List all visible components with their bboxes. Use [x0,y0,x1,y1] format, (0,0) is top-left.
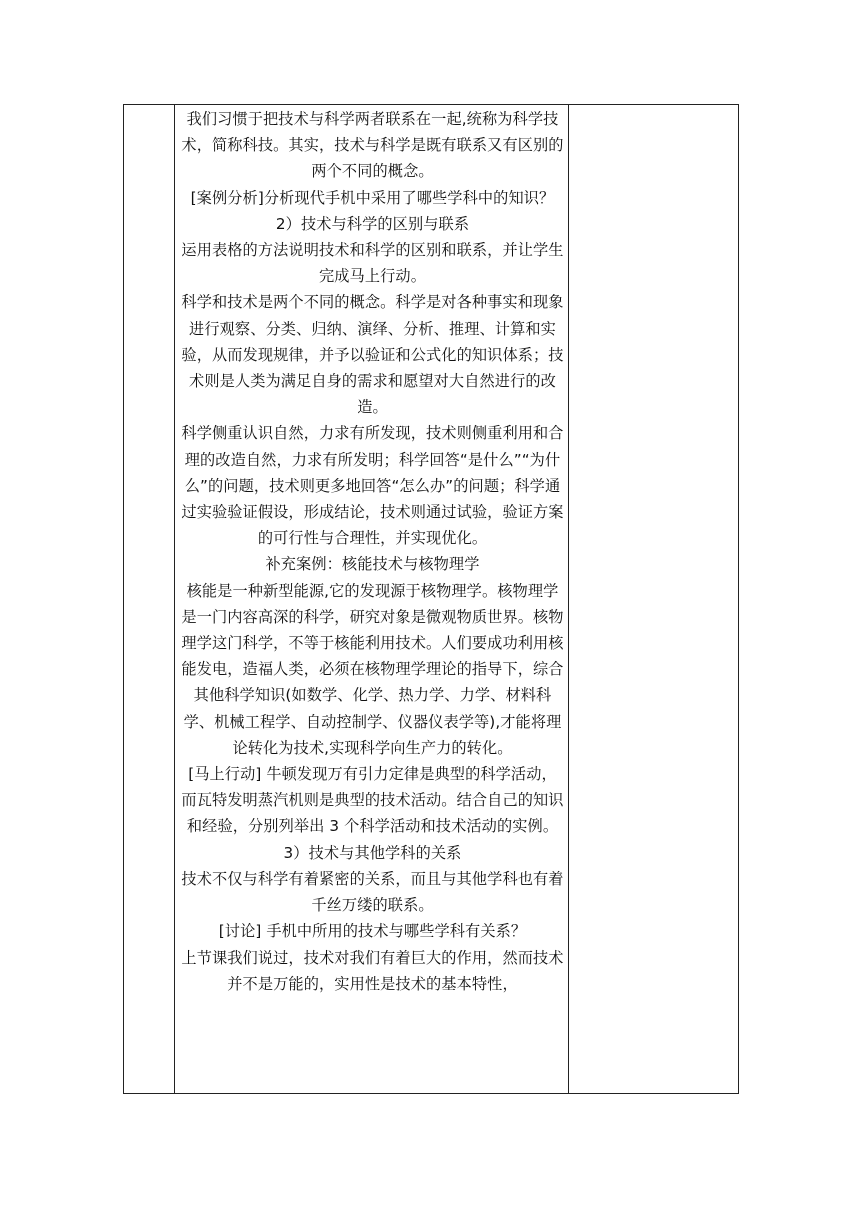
paragraph-other-disciplines: 技术不仅与科学有着紧密的关系，而且与其他学科也有着千丝万缕的联系。 [181,869,564,915]
heading-science-tech-difference: 2）技术与科学的区别与联系 [275,214,470,233]
paragraph-focus: 科学侧重认识自然，力求有所发现，技术则侧重利用和合理的改造自然，力求有所发明；科学回答“是什么”“为什么”的问题，技术则更多地回答“怎么办”的问题；科学通过实验验证假设，形成结论，技术则通过试验，验证方案的可行性与合理性，并实现优化。 [181,424,564,548]
paragraph-two-concepts: 科学和技术是两个不同的概念。科学是对各种事实和现象进行观察、分类、归纳、演绎、分析、推理、计算和实验，从而发现规律，并予以验证和公式化的知识体系；技术则是人类为满足自身的需求和愿望对大自然进行的改造。 [181,293,564,417]
paragraph-case-analysis: [案例分析]分析现代手机中采用了哪些学科中的知识？ [190,188,555,207]
content-body [175,105,568,997]
paragraph-table-method: 运用表格的方法说明技术和科学的区别和联系，并让学生完成马上行动。 [181,241,564,286]
table-row [124,105,739,1094]
heading-other-disciplines: 3）技术与其他学科的关系 [283,843,462,862]
paragraph-intro: 我们习惯于把技术与科学两者联系在一起,统称为科学技术，简称科技。其实，技术与科学是既有联系又有区别的两个不同的概念。 [181,110,564,181]
notes-cell [569,105,739,1094]
content-cell [175,105,569,1094]
paragraph-last-lesson: 上节课我们说过，技术对我们有着巨大的作用，然而技术并不是万能的，实用性是技术的基本特性， [181,948,564,993]
left-margin-cell [124,105,175,1094]
paragraph-discussion: [讨论] 手机中所用的技术与哪些学科有关系？ [218,922,527,941]
lesson-table [123,104,739,1094]
heading-supplementary-case: 补充案例：核能技术与核物理学 [265,555,480,574]
paragraph-take-action: [马上行动] 牛顿发现万有引力定律是典型的科学活动，而瓦特发明蒸汽机则是典型的技术活动。结合自己的知识和经验，分别列举出 3 个科学活动和技术活动的实例。 [181,765,564,836]
paragraph-nuclear-energy: 核能是一种新型能源,它的发现源于核物理学。核物理学是一门内容高深的科学，研究对象是微观物质世界。核物理学这门科学，不等于核能利用技术。人们要成功利用核能发电，造福人类，必须在核物理学理论的指导下，综合其他科学知识(如数学、化学、热力学、力学、材料科学、机械工程学、自动控制学、仪器仪表学等),才能将理论转化为技术,实现科学向生产力的转化。 [181,581,564,757]
